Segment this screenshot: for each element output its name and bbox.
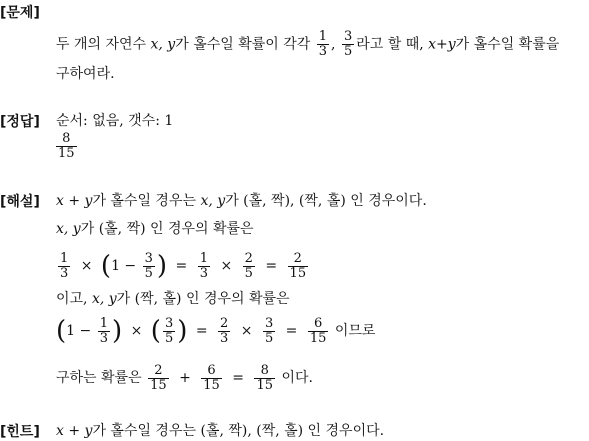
answer-fraction: $\frac{8}{15}$ bbox=[58, 131, 75, 161]
math-vars: x, y bbox=[150, 36, 176, 53]
problem-line-1: 두 개의 자연수 x, y가 홀수일 확률이 각각 $\frac{1}{3}$ , $\frac{3}{5}$ 라고 할 때, x+y가 홀수일 확률을 bbox=[56, 29, 560, 59]
explanation-label: [해설] bbox=[0, 194, 40, 210]
explanation-line-1: x + y가 홀수일 경우는 x, y가 (홀, 짝), (짝, 홀) 인 경우이다. bbox=[56, 193, 427, 209]
explanation-line-4: 이고, x, y가 (짝, 홀) 인 경우의 확률은 bbox=[56, 291, 290, 307]
problem-text: 라고 할 때, bbox=[356, 36, 424, 53]
fraction: $\frac{3}{5}$ bbox=[343, 29, 353, 59]
problem-label: [문제] bbox=[0, 5, 40, 21]
answer-label: [정답] bbox=[0, 114, 40, 130]
problem-text: 가 홀수일 확률을 bbox=[455, 36, 560, 53]
explanation-eq-1: $\frac{1}{3}$ × (1 − $\frac{3}{5}$ ) = $\frac{1}{3}$ × $\frac{2}{5}$ = $\frac{2}{15}$ bbox=[60, 250, 307, 281]
math-expr: x+y bbox=[428, 36, 456, 53]
explanation-eq-2: (1 − $\frac{1}{3}$ ) × ( $\frac{3}{5}$ ) = $\frac{2}{3}$ × $\frac{3}{5}$ = $\frac{6}{15}$ 이므로 bbox=[56, 315, 376, 346]
hint-label: [힌트] bbox=[0, 424, 40, 440]
problem-line-2: 구하여라. bbox=[56, 66, 115, 82]
fraction: $\frac{1}{3}$ bbox=[318, 29, 328, 59]
answer-text: 순서: 없음, 갯수: 1 bbox=[56, 113, 174, 129]
problem-text: 가 홀수일 확률이 각각 bbox=[175, 36, 311, 53]
explanation-line-2: x, y가 (홀, 짝) 인 경우의 확률은 bbox=[56, 221, 254, 237]
problem-text: 두 개의 자연수 bbox=[56, 36, 147, 53]
explanation-eq-3: 구하는 확률은 $\frac{2}{15}$ + $\frac{6}{15}$ = $\frac{8}{15}$ 이다. bbox=[56, 362, 313, 393]
hint-line: x + y가 홀수일 경우는 (홀, 짝), (짝, 홀) 인 경우이다. bbox=[56, 423, 385, 439]
